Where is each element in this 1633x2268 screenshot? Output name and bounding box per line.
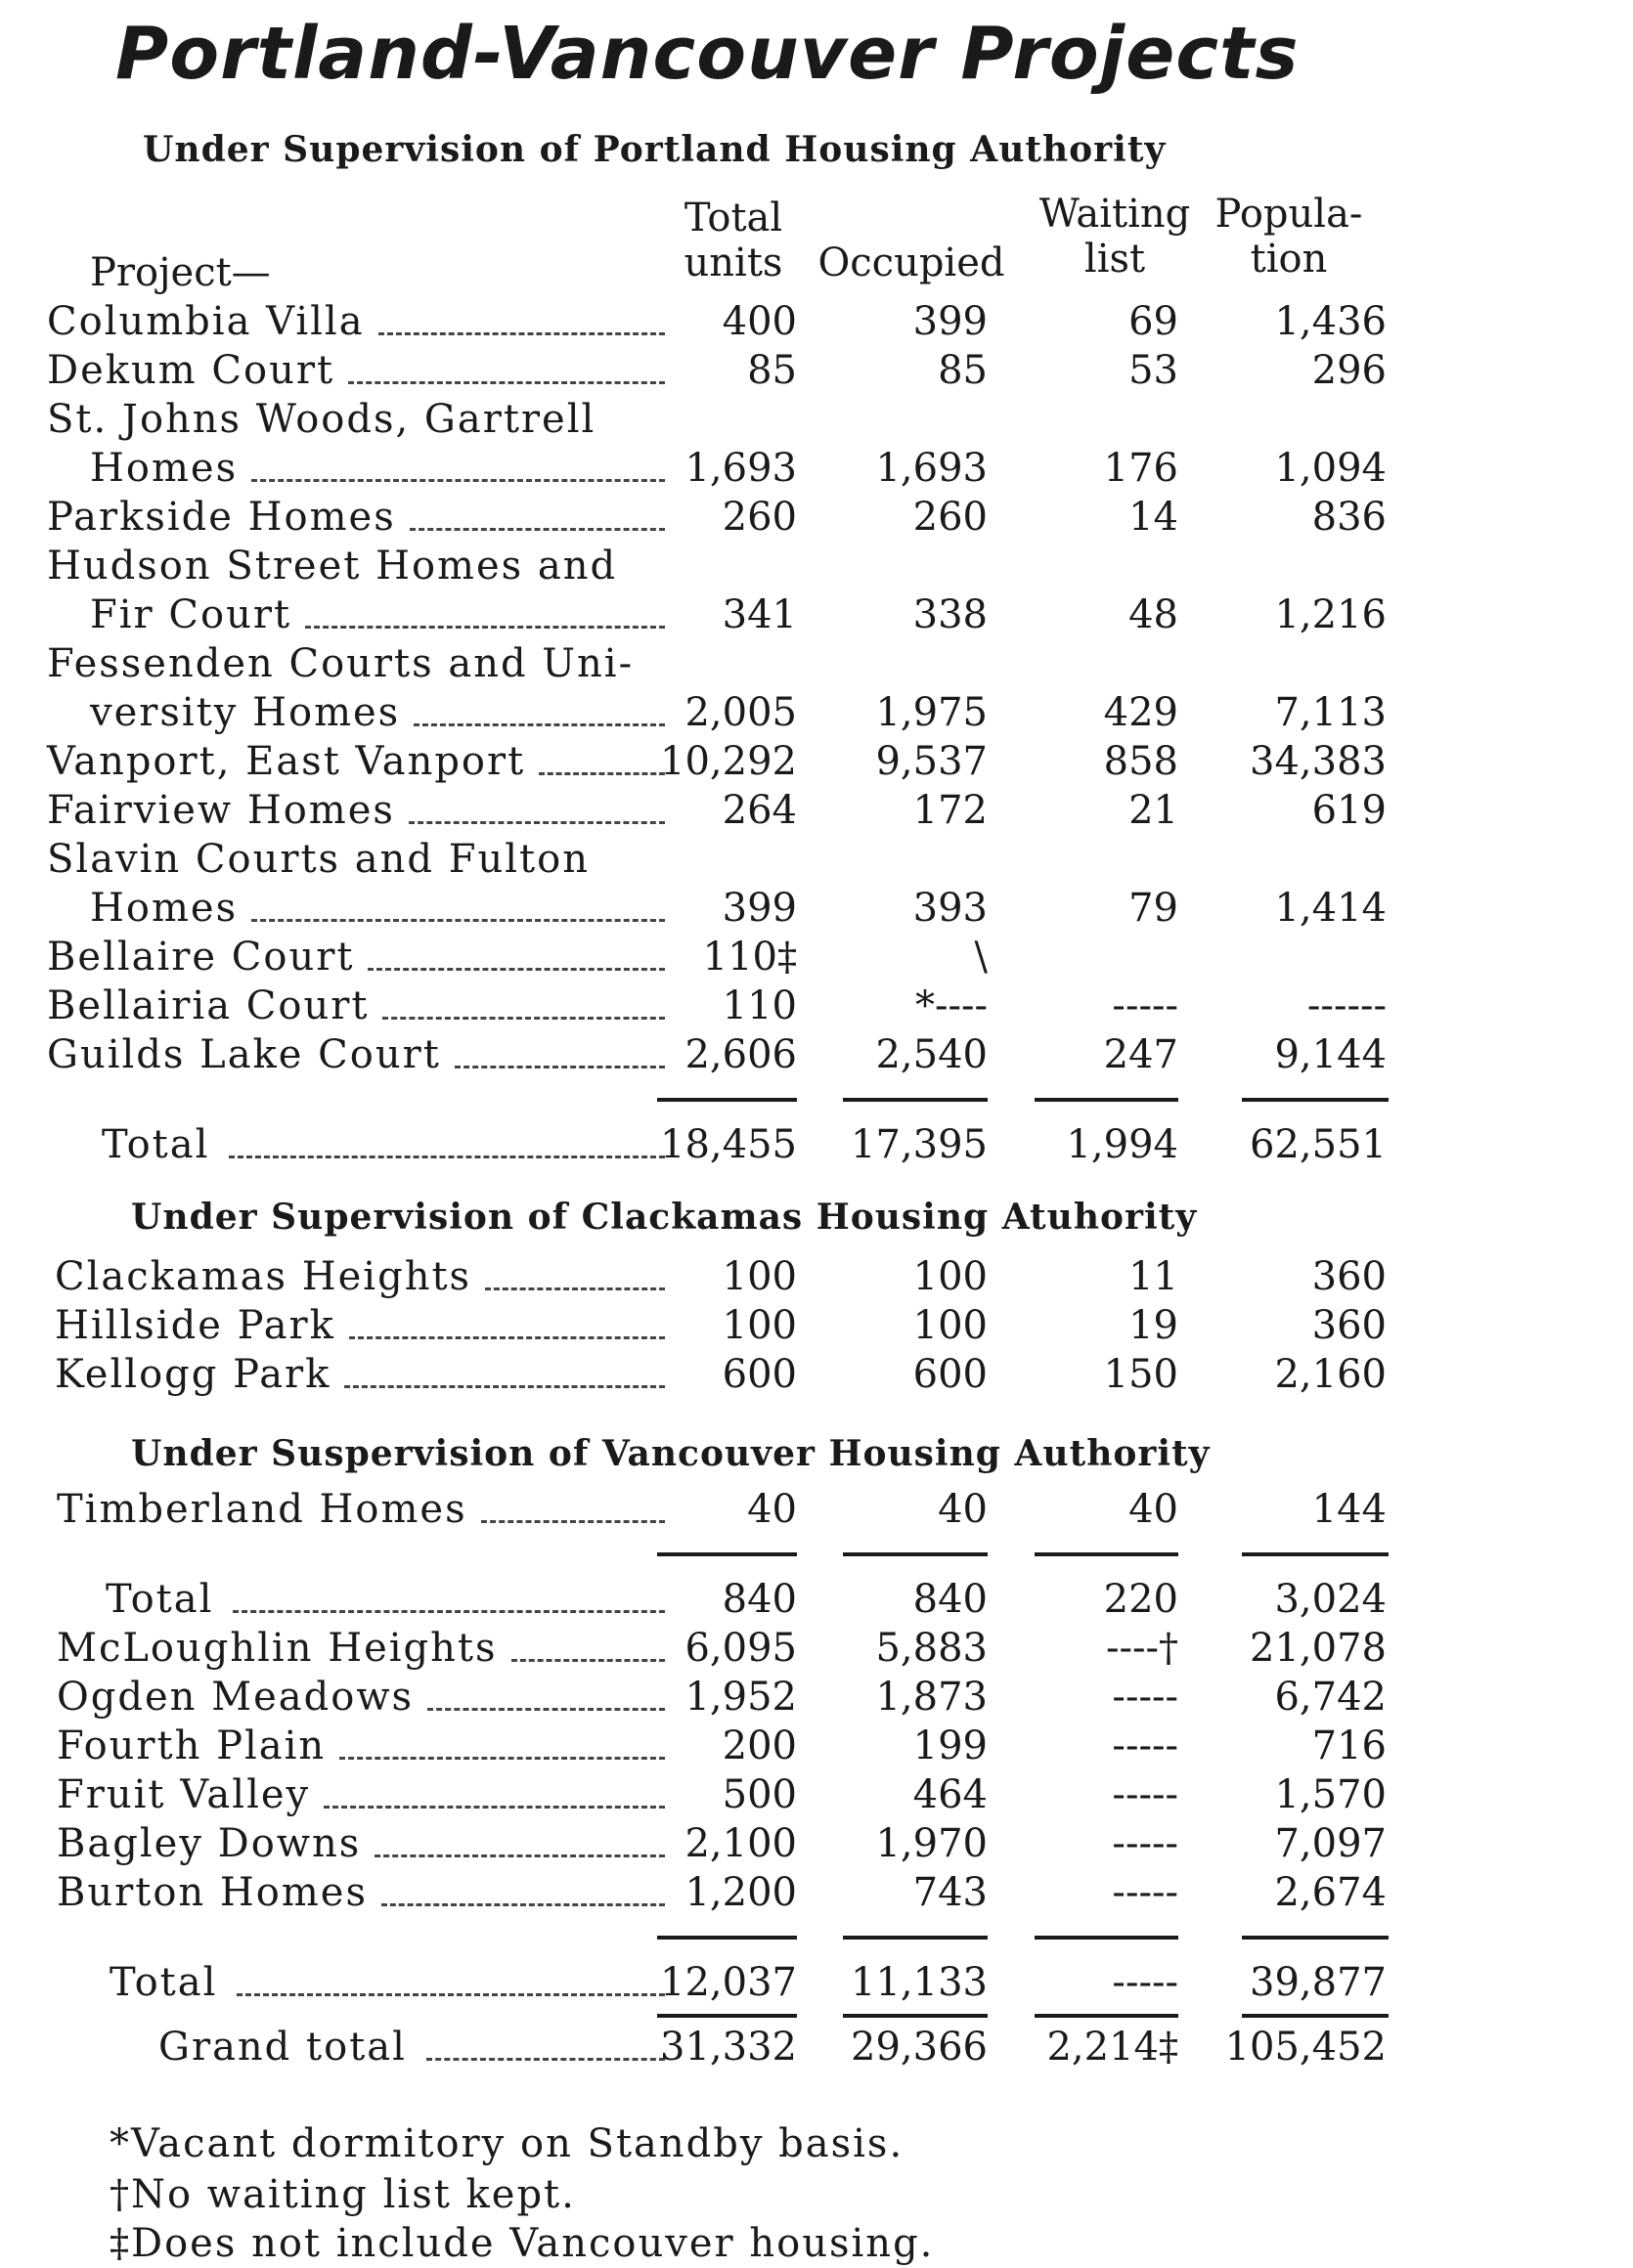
cell-units: 10,292	[660, 739, 797, 784]
project-name: Fruit Valley	[57, 1772, 311, 1817]
cell-population: 2,674	[1274, 1870, 1387, 1915]
cell-occupied: 1,693	[875, 446, 988, 491]
footnote-vacant: *Vacant dormitory on Standby basis.	[110, 2121, 905, 2166]
cell-population: 34,383	[1250, 739, 1387, 784]
cell-units: 40	[747, 1487, 797, 1532]
cell-units: 399	[722, 886, 797, 931]
cell-waiting: -----	[1112, 1870, 1178, 1915]
total-label: Total	[102, 1122, 210, 1167]
cell-occupied: 100	[912, 1254, 988, 1299]
cell-waiting: 53	[1128, 348, 1178, 393]
cell-units: 2,100	[684, 1821, 797, 1866]
project-name: St. Johns Woods, Gartrell	[47, 397, 596, 442]
cell-units: 200	[722, 1723, 797, 1768]
cell-population: 9,144	[1274, 1032, 1387, 1077]
cell-occupied: 199	[912, 1723, 988, 1768]
cell-waiting: 247	[1103, 1032, 1178, 1077]
cell-population: 1,570	[1274, 1772, 1387, 1817]
cell-occupied: 1,975	[875, 690, 988, 735]
project-name: Fir Court	[90, 592, 292, 637]
total-units: 31,332	[660, 2025, 797, 2070]
cell-population: 2,160	[1274, 1352, 1387, 1397]
cell-waiting: 14	[1128, 495, 1178, 540]
project-name: Ogden Meadows	[57, 1675, 415, 1720]
cell-population: 1,414	[1274, 886, 1387, 931]
cell-occupied: 5,883	[875, 1626, 988, 1671]
total-occupied: 17,395	[851, 1122, 988, 1167]
total-population: 62,551	[1250, 1122, 1387, 1167]
project-name: Homes	[90, 446, 239, 491]
cell-waiting: -----	[1112, 1723, 1178, 1768]
cell-units: 260	[722, 495, 797, 540]
cell-occupied: 2,540	[875, 1032, 988, 1077]
total-units: 18,455	[660, 1122, 797, 1167]
project-name: Columbia Villa	[47, 299, 365, 344]
project-name: Dekum Court	[47, 348, 335, 393]
cell-units: 85	[747, 348, 797, 393]
footnote-no-waiting-list: †No waiting list kept.	[110, 2172, 576, 2217]
project-name: versity Homes	[90, 690, 401, 735]
cell-waiting: 176	[1103, 446, 1178, 491]
cell-population: 7,097	[1274, 1821, 1387, 1866]
col-population-line1: Popula-	[1214, 192, 1363, 237]
cell-population: 144	[1311, 1487, 1387, 1532]
cell-waiting: 79	[1128, 886, 1178, 931]
cell-occupied: \	[974, 935, 988, 980]
page-title: Portland-Vancouver Projects	[115, 12, 1300, 96]
total-occupied: 840	[912, 1577, 988, 1622]
cell-occupied: 399	[912, 299, 988, 344]
cell-occupied: *----	[914, 983, 988, 1028]
section-heading-vancouver: Under Suspervision of Vancouver Housing Authority	[131, 1433, 1211, 1474]
section-heading-portland: Under Supervision of Portland Housing Authority	[143, 129, 1167, 170]
cell-units: 1,693	[684, 446, 797, 491]
total-waiting: 1,994	[1066, 1122, 1178, 1167]
cell-units: 110	[722, 983, 797, 1028]
project-name: Homes	[90, 886, 239, 931]
project-name: Fessenden Courts and Uni-	[47, 641, 635, 686]
total-rule	[657, 1936, 797, 1940]
cell-waiting: -----	[1112, 1675, 1178, 1720]
cell-population: 619	[1311, 788, 1387, 833]
cell-units: 2,005	[684, 690, 797, 735]
cell-population: ------	[1306, 983, 1387, 1028]
total-population: 3,024	[1274, 1577, 1387, 1622]
cell-occupied: 85	[938, 348, 988, 393]
total-rule	[657, 1098, 797, 1102]
cell-occupied: 743	[912, 1870, 988, 1915]
cell-waiting: -----	[1112, 1821, 1178, 1866]
project-name: Fairview Homes	[47, 788, 395, 833]
cell-occupied: 464	[912, 1772, 988, 1817]
total-rule	[1242, 1098, 1389, 1102]
cell-waiting: 69	[1128, 299, 1178, 344]
cell-units: 400	[722, 299, 797, 344]
cell-population: 296	[1311, 348, 1387, 393]
project-name: McLoughlin Heights	[57, 1626, 498, 1671]
cell-occupied: 1,970	[875, 1821, 988, 1866]
project-name: Fourth Plain	[57, 1723, 327, 1768]
cell-waiting: 858	[1103, 739, 1178, 784]
project-name: Parkside Homes	[47, 495, 396, 540]
total-rule	[843, 1098, 988, 1102]
cell-population: 1,216	[1274, 592, 1387, 637]
col-population-line2: tion	[1250, 237, 1328, 282]
total-rule	[1035, 1936, 1178, 1940]
total-label: Total	[106, 1577, 214, 1622]
cell-units: 100	[722, 1303, 797, 1348]
cell-occupied: 172	[912, 788, 988, 833]
cell-units: 6,095	[684, 1626, 797, 1671]
total-units: 12,037	[660, 1960, 797, 2005]
total-waiting: -----	[1112, 1960, 1178, 2005]
col-waiting-line2: list	[1083, 237, 1146, 282]
cell-waiting: -----	[1112, 983, 1178, 1028]
project-name: Guilds Lake Court	[47, 1032, 441, 1077]
total-rule	[843, 1552, 988, 1556]
total-rule	[1242, 1936, 1389, 1940]
cell-waiting: 429	[1103, 690, 1178, 735]
total-waiting: 220	[1103, 1577, 1178, 1622]
total-rule	[843, 1936, 988, 1940]
project-name: Hudson Street Homes and	[47, 544, 618, 589]
total-occupied: 11,133	[851, 1960, 988, 2005]
cell-units: 110‡	[702, 935, 797, 980]
total-units: 840	[722, 1577, 797, 1622]
project-name: Bagley Downs	[57, 1821, 362, 1866]
total-rule	[843, 2014, 988, 2018]
cell-waiting: ----†	[1105, 1626, 1178, 1671]
footnote-not-vancouver: ‡Does not include Vancouver housing.	[110, 2221, 935, 2266]
total-label: Total	[110, 1960, 218, 2005]
total-rule	[657, 2014, 797, 2018]
cell-waiting: -----	[1112, 1772, 1178, 1817]
total-rule	[1242, 2014, 1389, 2018]
cell-units: 100	[722, 1254, 797, 1299]
cell-population: 360	[1311, 1303, 1387, 1348]
cell-population: 7,113	[1274, 690, 1387, 735]
cell-waiting: 21	[1128, 788, 1178, 833]
total-rule	[1242, 1552, 1389, 1556]
project-name: Bellaire Court	[47, 935, 355, 980]
cell-occupied: 40	[938, 1487, 988, 1532]
cell-occupied: 9,537	[875, 739, 988, 784]
project-name: Vanport, East Vanport	[47, 739, 526, 784]
cell-waiting: 19	[1128, 1303, 1178, 1348]
cell-occupied: 1,873	[875, 1675, 988, 1720]
project-name: Burton Homes	[57, 1870, 369, 1915]
cell-population: 360	[1311, 1254, 1387, 1299]
cell-units: 1,200	[684, 1870, 797, 1915]
cell-waiting: 11	[1128, 1254, 1178, 1299]
cell-waiting: 48	[1128, 592, 1178, 637]
total-rule	[657, 1552, 797, 1556]
cell-units: 1,952	[684, 1675, 797, 1720]
cell-occupied: 600	[912, 1352, 988, 1397]
cell-occupied: 100	[912, 1303, 988, 1348]
project-name: Kellogg Park	[55, 1352, 331, 1397]
total-occupied: 29,366	[851, 2025, 988, 2070]
total-label: Grand total	[158, 2025, 407, 2070]
total-waiting: 2,214‡	[1046, 2025, 1178, 2070]
total-population: 105,452	[1224, 2025, 1387, 2070]
cell-units: 264	[722, 788, 797, 833]
cell-population: 1,094	[1274, 446, 1387, 491]
col-occupied: Occupied	[817, 240, 1005, 285]
project-name: Clackamas Heights	[55, 1254, 472, 1299]
total-rule	[1035, 2014, 1178, 2018]
cell-occupied: 260	[912, 495, 988, 540]
col-waiting-line1: Waiting	[1038, 192, 1191, 237]
cell-population: 6,742	[1274, 1675, 1387, 1720]
cell-units: 500	[722, 1772, 797, 1817]
project-name: Bellairia Court	[47, 983, 370, 1028]
cell-population: 1,436	[1274, 299, 1387, 344]
cell-waiting: 150	[1103, 1352, 1178, 1397]
total-rule	[1035, 1552, 1178, 1556]
cell-population: 716	[1311, 1723, 1387, 1768]
total-population: 39,877	[1250, 1960, 1387, 2005]
cell-units: 600	[722, 1352, 797, 1397]
cell-population: 21,078	[1250, 1626, 1387, 1671]
total-rule	[1035, 1098, 1178, 1102]
cell-units: 341	[722, 592, 797, 637]
col-total-units-line2: units	[684, 240, 783, 285]
section-heading-clackamas: Under Supervision of Clackamas Housing Atuhority	[131, 1197, 1198, 1238]
cell-waiting: 40	[1128, 1487, 1178, 1532]
col-total-units-line1: Total	[684, 196, 783, 240]
project-name: Hillside Park	[55, 1303, 335, 1348]
project-name: Timberland Homes	[57, 1487, 467, 1532]
project-name: Slavin Courts and Fulton	[47, 837, 590, 882]
cell-occupied: 338	[912, 592, 988, 637]
cell-units: 2,606	[684, 1032, 797, 1077]
cell-population: 836	[1311, 495, 1387, 540]
cell-occupied: 393	[912, 886, 988, 931]
col-project: Project—	[90, 250, 271, 295]
